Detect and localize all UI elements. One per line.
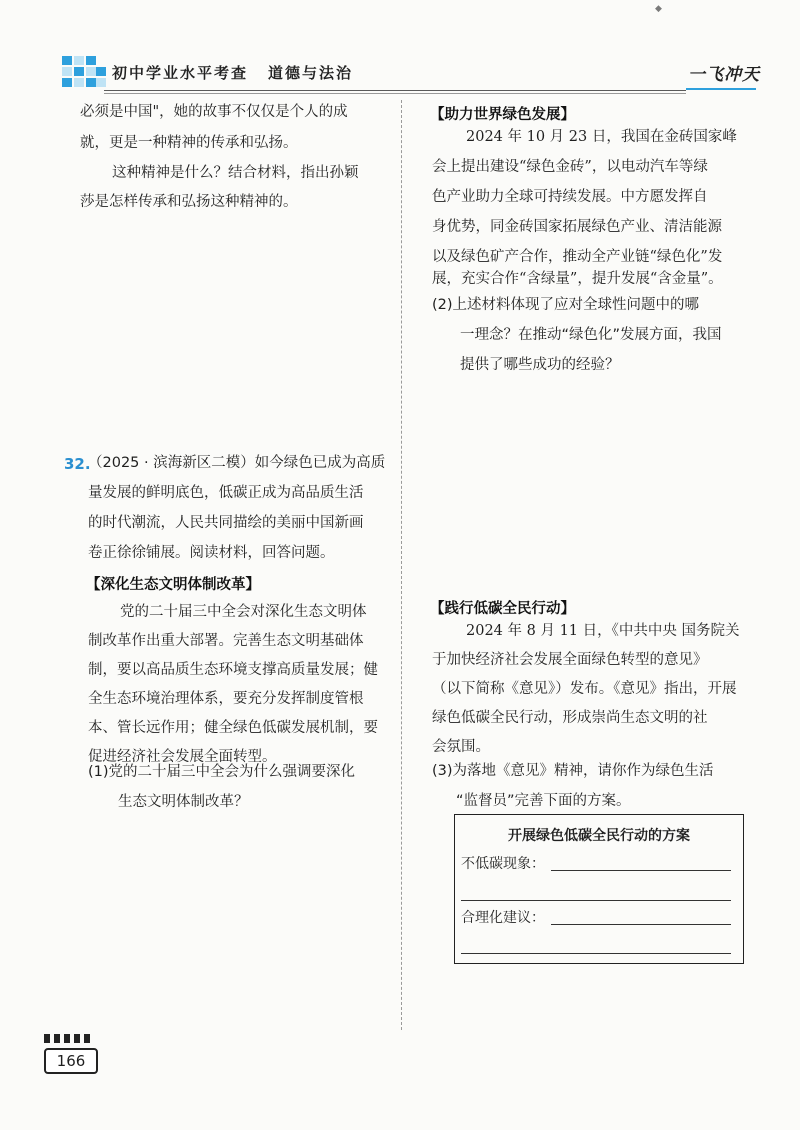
top-mark: ◆ [655,4,662,14]
series-title: 初中学业水平考查 [112,64,249,82]
plan-label-suggestions: 合理化建议： [461,910,545,926]
q32-intro-line-2: 量发展的鲜明底色，低碳正成为高品质生活 [88,485,364,501]
section1-line-2: 制改革作出重大部署。完善生态文明基础体 [88,633,364,649]
header-rule [104,90,686,91]
header-rule-secondary [104,93,686,94]
left-top-line-1: 必须是中国"，她的故事不仅仅是个人的成 [80,104,348,120]
section3-line-2: 于加快经济社会发展全面绿色转型的意见》 [432,652,708,668]
section1-line-6: 促进经济社会发展全面转型。 [88,749,277,765]
sub-question-1-line-2: 生态文明体制改革？ [118,794,249,810]
plan-form-box [454,814,744,964]
sub-question-3-line-2: “监督员”完善下面的方案。 [456,793,631,809]
page-header [0,0,800,100]
brand-underline [686,88,756,90]
answer-line-3[interactable] [551,924,731,925]
section2-line-4: 身优势，同金砖国家拓展绿色产业、清洁能源 [432,219,722,235]
q32-intro-line-4: 卷正徐徐铺展。阅读材料，回答问题。 [88,545,335,561]
answer-line-2[interactable] [461,900,731,901]
q32-intro-line-3: 的时代潮流，人民共同描绘的美丽中国新画 [88,515,364,531]
section1-line-1: 党的二十届三中全会对深化生态文明体 [120,604,367,620]
section3-line-5: 会氛围。 [432,739,490,755]
plan-label-non-low-carbon: 不低碳现象： [461,856,545,872]
section2-line-3: 色产业助力全球可持续发展。中方愿发挥自 [432,189,708,205]
section1-line-4: 全生态环境治理体系，要充分发挥制度管根 [88,691,364,707]
section-heading-ecological-reform: 【深化生态文明体制改革】 [86,577,260,593]
brand-logo: 一飞冲天 [688,65,760,85]
header-title [112,62,353,83]
question-number-32: 32. [64,455,91,473]
q32-intro-line-1: （2025 · 滨海新区二模）如今绿色已成为高质 [88,455,386,471]
question-text-line-1: 这种精神是什么？结合材料，指出孙颖 [112,165,359,181]
column-divider [401,100,402,1030]
section1-line-3: 制，要以高品质生态环境支撑高质量发展；健 [88,662,378,678]
header-logo-tiles [62,56,106,92]
section3-line-1: 2024 年 8 月 11 日，《中共中央 国务院关 [466,623,740,639]
page-number-badge [38,1034,94,1074]
answer-line-1[interactable] [551,870,731,871]
section-heading-low-carbon: 【践行低碳全民行动】 [430,601,575,617]
section2-line-6: 展，充实合作“含绿量”，提升发展“含金量”。 [432,271,723,287]
section1-line-5: 本、管长远作用；健全绿色低碳发展机制，要 [88,720,378,736]
subject-title: 道德与法治 [268,64,354,82]
sub-question-2-line-1: (2)上述材料体现了应对全球性问题中的哪 [432,297,700,313]
section2-line-5: 以及绿色矿产合作，推动全产业链“绿色化”发 [432,249,723,265]
section3-line-4: 绿色低碳全民行动，形成崇尚生态文明的社 [432,710,708,726]
plan-title: 开展绿色低碳全民行动的方案 [508,828,690,844]
section2-line-1: 2024 年 10 月 23 日，我国在金砖国家峰 [466,129,737,145]
section2-line-2: 会上提出建设“绿色金砖”，以电动汽车等绿 [432,159,708,175]
section3-line-3: （以下简称《意见》）发布。《意见》指出，开展 [432,681,737,697]
answer-line-4[interactable] [461,953,731,954]
section-heading-world-green: 【助力世界绿色发展】 [430,107,575,123]
question-text-line-2: 莎是怎样传承和弘扬这种精神的。 [80,194,298,210]
sub-question-1-line-1: (1)党的二十届三中全会为什么强调要深化 [88,764,356,780]
sub-question-3-line-1: (3)为落地《意见》精神，请你作为绿色生活 [432,763,714,779]
sub-question-2-line-3: 提供了哪些成功的经验？ [460,357,620,373]
page-number: 166 [44,1048,98,1074]
left-top-line-2: 就，更是一种精神的传承和弘扬。 [80,135,298,151]
sub-question-2-line-2: 一理念？在推动“绿色化”发展方面，我国 [460,327,722,343]
